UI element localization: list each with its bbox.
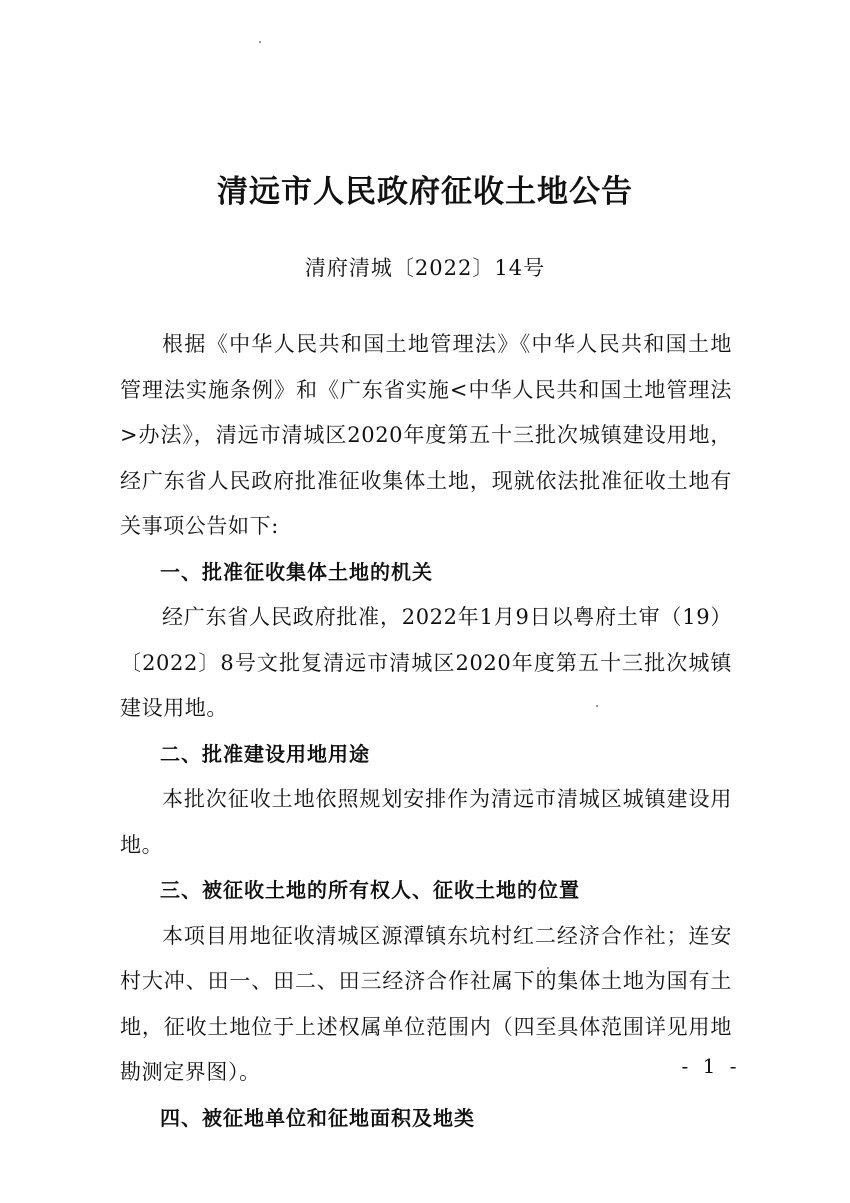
document-title: 清远市人民政府征收土地公告 — [217, 174, 633, 210]
section-heading-4: 四、被征地单位和征地面积及地类 — [160, 1105, 475, 1130]
section-heading-3: 三、被征收土地的所有权人、征收土地的位置 — [160, 878, 580, 902]
section-body-2: 本批次征收土地依照规划安排作为清远市清城区城镇建设用地。 — [120, 787, 732, 857]
scan-speck — [259, 41, 261, 43]
section-body-3: 本项目用地征收清城区源潭镇东坑村红二经济合作社；连安村大冲、田一、田二、田三经济合作社属下的集体土地为国有土地，征收土地位于上述权属单位范围内（四至具体范围详见用地勘测定界图）。 — [120, 923, 732, 1084]
intro-paragraph: 根据《中华人民共和国土地管理法》《中华人民共和国土地管理法实施条例》和《广东省实施<中华人民共和国土地管理法>办法》，清远市清城区2020年度第五十三批次城镇建设用地，经广东省人民政府批准征收集体土地，现就依法批准征收土地有关事项公告如下: — [120, 332, 732, 538]
section-heading-1: 一、批准征收集体土地的机关 — [160, 559, 433, 584]
section-heading-2: 二、批准建设用地用途 — [160, 741, 370, 766]
section-body-1: 经广东省人民政府批准，2022年1月9日以粤府土审（19）〔2022〕8号文批复清远市清城区2020年度第五十三批次城镇建设用地。 — [120, 605, 732, 720]
page-number: - 1 - — [681, 1054, 741, 1078]
document-number: 清府清城〔2022〕14号 — [304, 256, 546, 280]
document-body — [120, 322, 732, 1141]
